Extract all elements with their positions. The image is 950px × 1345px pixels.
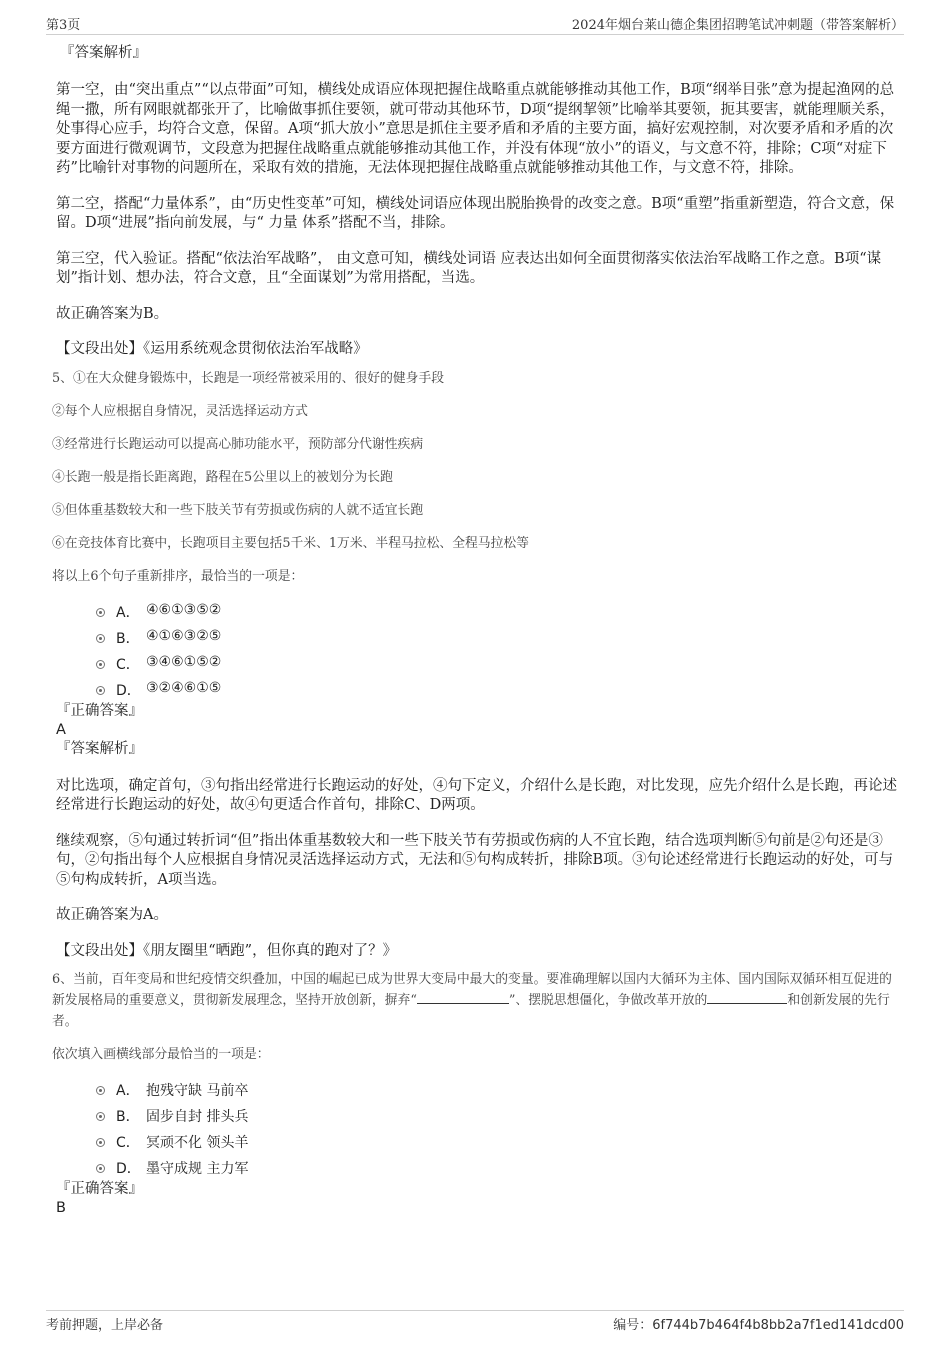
- q4-analysis-para2: 第二空，搭配“力量体系”，由“历史性变革”可知，横线处词语应体现出脱胎换骨的改变之意。B项“重塑”指重新塑造，符合文意，保留。D项“进展”指向前发展，与“ 力量 体系”搭配不当，排除。: [56, 195, 895, 231]
- q5-source: 【文段出处】《朋友圈里“晒跑”，但你真的跑对了？》: [56, 942, 398, 959]
- q5-correct-label: 『正确答案』: [56, 702, 143, 719]
- q5-sentence-5: ⑤但体重基数较大和一些下肢关节有劳损或伤病的人就不适宜长跑: [52, 502, 424, 518]
- q5-sentence-2: ②每个人应根据自身情况，灵活选择运动方式: [52, 403, 308, 419]
- q5-sentence-1: 5、①在大众健身锻炼中，长跑是一项经常被采用的、很好的健身手段: [52, 370, 445, 386]
- q5-sentence-4: ④长跑一般是指长距离跑，路程在5公里以上的被划分为长跑: [52, 469, 393, 485]
- answer-blank: [417, 991, 509, 1004]
- document-id: 编号：6f744b7b464f4b8bb2a7f1ed141dcd00: [613, 1318, 904, 1333]
- radio-icon[interactable]: [96, 608, 105, 617]
- q4-analysis-para3: 第三空，代入验证。搭配“依法治军战略”， 由文意可知，横线处词语 应表达出如何全面贯彻落实依法治军战略工作之意。B项“谋划”指计划、想办法，符合文意，且“全面谋划”为常用搭配，当选。: [56, 250, 882, 286]
- q6-option-c[interactable]: C． 冥顽不化 领头羊: [96, 1130, 898, 1156]
- q6-option-b[interactable]: B． 固步自封 排头兵: [96, 1104, 898, 1130]
- q6-correct-label: 『正确答案』: [56, 1181, 143, 1197]
- page-footer: [46, 1310, 904, 1333]
- q5-conclusion: 故正确答案为A。: [56, 907, 168, 923]
- q4-analysis-label: 『答案解析』: [60, 45, 147, 61]
- q5-option-d[interactable]: D． ③②④⑥①⑤: [96, 678, 898, 704]
- q5-prompt: 将以上6个句子重新排序，最恰当的一项是：: [52, 568, 304, 584]
- page-number: 第3页: [46, 18, 81, 33]
- q4-analysis-para1: 第一空，由“突出重点”“以点带面”可知，横线处成语应体现把握住战略重点就能够推动其他工作，B项“纲举目张”意为提起渔网的总绳一撒，所有网眼就都张开了，比喻做事抓住要领，就可带动其他环节，D项“提纲挈领”比喻举其要领，扼其要害，就能理顺关系，处事得心应手，均符合文意，保留。A项“抓大放小”意思是抓住主要矛盾和矛盾的主要方面，搞好宏观控制，对次要矛盾和矛盾的次要方面进行微观调节，文段意为把握住战略重点就能够推动其他工作，并没有体现“放小”的语义，与文意不符，排除；C项“对症下药”比喻针对事物的问题所在，采取有效的措施，无法体现把握住战略重点就能够推动其他工作，与文意不符，排除。: [56, 82, 895, 176]
- radio-icon[interactable]: [96, 660, 105, 669]
- q5-analysis-para2: 继续观察，⑤句通过转折词“但”指出体重基数较大和一些下肢关节有劳损或伤病的人不宜长跑，结合选项判断⑤句前是②句还是③句，②句指出每个人应根据自身情况灵活选择运动方式，无法和⑤句构成转折，排除B项。③句论述经常进行长跑运动的好处，可与⑤句构成转折，A项当选。: [56, 832, 894, 888]
- radio-icon[interactable]: [96, 1086, 105, 1095]
- page-header: [46, 12, 904, 35]
- answer-blank: [707, 991, 787, 1004]
- q5-sentence-6: ⑥在竞技体育比赛中，长跑项目主要包括5千米、1万米、半程马拉松、全程马拉松等: [52, 535, 529, 551]
- radio-icon[interactable]: [96, 1138, 105, 1147]
- q4-source: 【文段出处】《运用系统观念贯彻依法治军战略》: [56, 341, 368, 357]
- radio-icon[interactable]: [96, 634, 105, 643]
- q6-option-a[interactable]: A． 抱残守缺 马前卒: [96, 1078, 898, 1104]
- q6-stem: 6、当前，百年变局和世纪疫情交织叠加，中国的崛起已成为世界大变局中最大的变量。要准确理解以国内大循环为主体、国内国际双循环相互促进的新发展格局的重要意义，贯彻新发展理念，坚持开放创新，摒弃“ ”、摆脱思想僵化，争做改革开放的 和创新发展的先行者。: [52, 972, 892, 1029]
- q6-correct-answer: B: [56, 1200, 66, 1216]
- page-content: [52, 44, 898, 1218]
- footer-slogan: 考前押题，上岸必备: [46, 1318, 164, 1333]
- q4-conclusion: 故正确答案为B。: [56, 305, 169, 322]
- radio-icon[interactable]: [96, 686, 105, 695]
- q6-prompt: 依次填入画横线部分最恰当的一项是：: [52, 1047, 270, 1062]
- q5-option-c[interactable]: C． ③④⑥①⑤②: [96, 652, 898, 678]
- q5-analysis-label: 『答案解析』: [56, 740, 143, 757]
- q5-sentence-3: ③经常进行长跑运动可以提高心肺功能水平，预防部分代谢性疾病: [52, 436, 424, 452]
- document-title: 2024年烟台莱山德企集团招聘笔试冲刺题（带答案解析）: [571, 18, 904, 33]
- radio-icon[interactable]: [96, 1164, 105, 1173]
- radio-icon[interactable]: [96, 1112, 105, 1121]
- q5-option-a[interactable]: A． ④⑥①③⑤②: [96, 600, 898, 626]
- q6-option-d[interactable]: D． 墨守成规 主力军: [96, 1156, 898, 1182]
- q5-analysis-para1: 对比选项，确定首句，③句指出经常进行长跑运动的好处，④句下定义，介绍什么是长跑，对比发现，应先介绍什么是长跑，再论述经常进行长跑运动的好处，故④句更适合作首句，排除C、D两项。: [56, 777, 897, 813]
- q5-correct-answer: A: [56, 721, 66, 738]
- q5-option-b[interactable]: B． ④①⑥③②⑤: [96, 626, 898, 652]
